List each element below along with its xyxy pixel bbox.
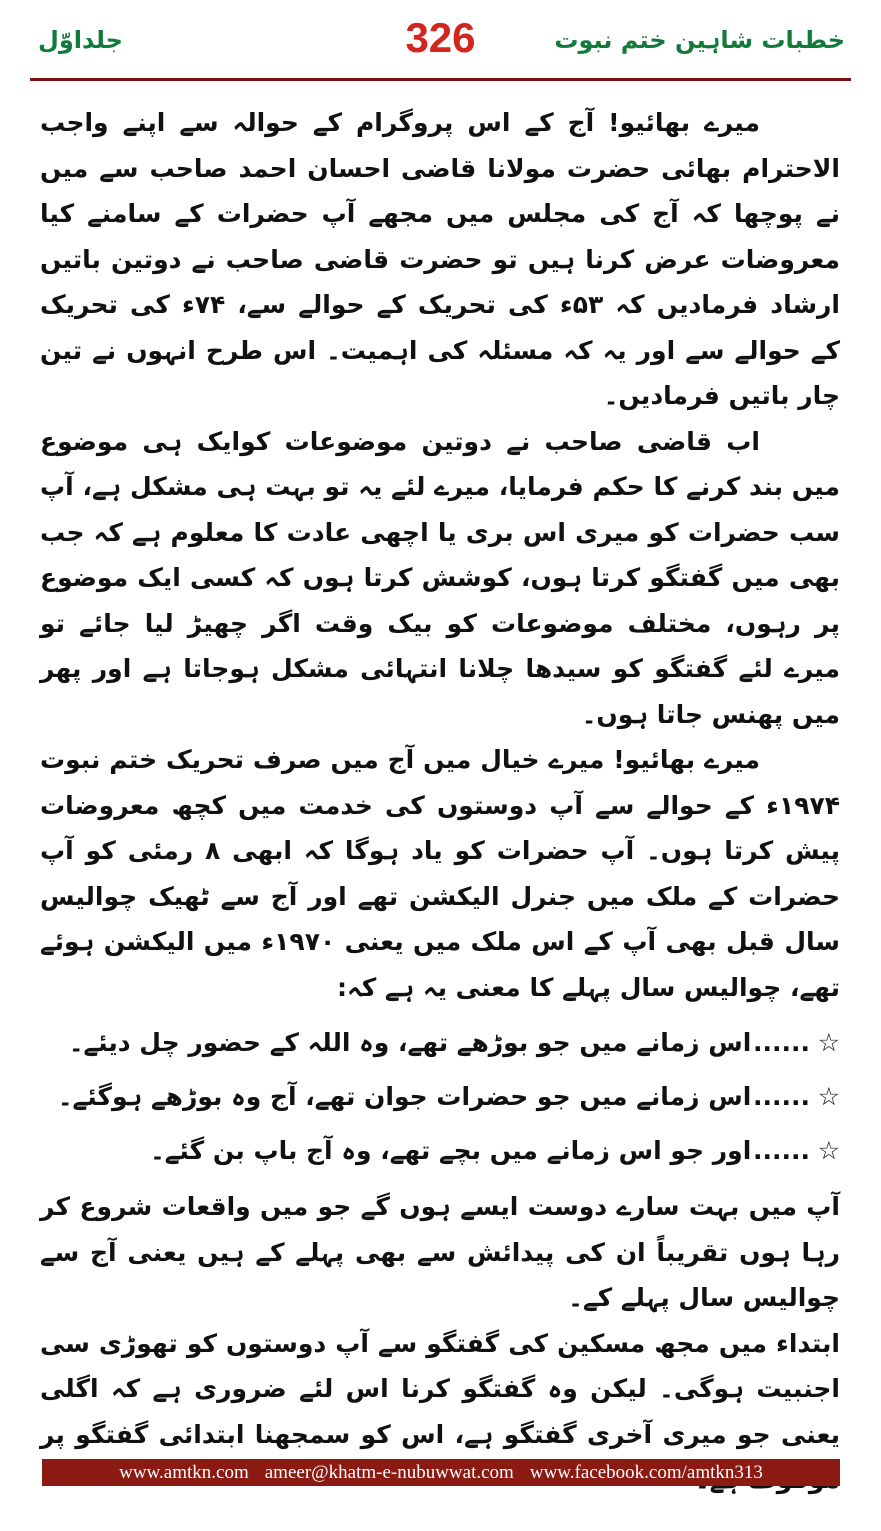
list-item	[40, 1016, 840, 1070]
bullet-dots: ......	[753, 1028, 810, 1057]
bullet-text: اور جو اس زمانے میں بچے تھے، وہ آج باپ بن گئے۔	[150, 1136, 752, 1165]
page-footer	[42, 1459, 840, 1486]
volume-label: جلداوّل	[38, 26, 123, 54]
page-body	[40, 100, 840, 1503]
list-item	[40, 1124, 840, 1178]
paragraph-2: اب قاضی صاحب نے دوتین موضوعات کوایک ہی موضوع میں بند کرنے کا حکم فرمایا، میرے لئے یہ تو بہت ہی مشکل ہے، آپ سب حضرات کو میری اس بری یا اچھی عادت کا معلوم ہے کہ جب بھی میں گفتگو کرتا ہوں، کوشش کرتا ہوں کہ کسی ایک موضوع پر رہوں، مختلف موضوعات کو بیک وقت اگر چھیڑ لیا جائے تو میرے لئے گفتگو کو سیدھا چلانا انتہائی مشکل ہوجاتا ہے اور پھر میں پھنس جاتا ہوں۔	[40, 426, 840, 729]
header-divider	[30, 78, 851, 81]
bullet-text: اس زمانے میں جو حضرات جوان تھے، آج وہ بوڑھے ہوگئے۔	[57, 1082, 752, 1111]
bullet-dots: ......	[753, 1082, 810, 1111]
star-icon: ☆	[817, 1028, 840, 1057]
list-item	[40, 1070, 840, 1124]
paragraph-1: میرے بھائیو! آج کے اس پروگرام کے حوالہ سے اپنے واجب الاحترام بھائی حضرت مولانا قاضی احسان احمد صاحب سے میں نے پوچھا کہ آج کی مجلس میں مجھے آپ حضرات کے سامنے کیا معروضات عرض کرنا ہیں تو حضرت قاضی صاحب نے دوتین باتیں ارشاد فرمادیں کہ ۵۳ء کی تحریک کے حوالے سے، ۷۴ء کی تحریک کے حوالے سے اور یہ کہ مسئلہ کی اہمیت۔ اس طرح انہوں نے تین چار باتیں فرمادیں۔	[40, 108, 840, 410]
paragraph-4: آپ میں بہت سارے دوست ایسے ہوں گے جو میں واقعات شروع کر رہا ہوں تقریباً ان کی پیدائش سے بھی پہلے کے ہیں یعنی آج سے چوالیس سال پہلے کے۔	[40, 1192, 840, 1312]
star-icon: ☆	[817, 1136, 840, 1165]
facebook-link[interactable]: www.facebook.com/amtkn313	[529, 1461, 763, 1483]
bullet-text: اس زمانے میں جو بوڑھے تھے، وہ اللہ کے حضور چل دیئے۔	[68, 1028, 752, 1057]
paragraph-5: ابتداء میں مجھ مسکین کی گفتگو سے آپ دوستوں کو تھوڑی سی اجنبیت ہوگی۔ لیکن وہ گفتگو کرنا اس لئے ضروری ہے کہ اگلی یعنی جو میری آخری گفتگو ہے، اس کو سمجھنا ابتدائی گفتگو پر	[40, 1328, 840, 1449]
page-number: 326	[405, 14, 476, 61]
bullet-dots: ......	[753, 1136, 810, 1165]
page-header	[0, 0, 881, 82]
bullet-list	[40, 1016, 840, 1178]
email-link[interactable]: ameer@khatm-e-nubuwwat.com	[264, 1461, 514, 1483]
paragraph-3: میرے بھائیو! میرے خیال میں آج میں صرف تحریک ختم نبوت ۱۹۷۴ء کے حوالے سے آپ دوستوں کی خدمت میں کچھ معروضات پیش کرتا ہوں۔ آپ حضرات کو یاد ہوگا کہ ابھی ۸ رمئی کو آپ حضرات کے ملک میں جنرل الیکشن تھے اور آج سے ٹھیک چوالیس سال قبل بھی آپ کے اس ملک میں یعنی ۱۹۷۰ء میں الیکشن ہوئے تھے، چوالیس سال پہلے کا معنی یہ ہے کہ:	[40, 745, 841, 1002]
star-icon: ☆	[817, 1082, 840, 1111]
book-title: خطبات شاہین ختم نبوت	[554, 26, 845, 54]
website-link[interactable]: www.amtkn.com	[119, 1461, 249, 1483]
